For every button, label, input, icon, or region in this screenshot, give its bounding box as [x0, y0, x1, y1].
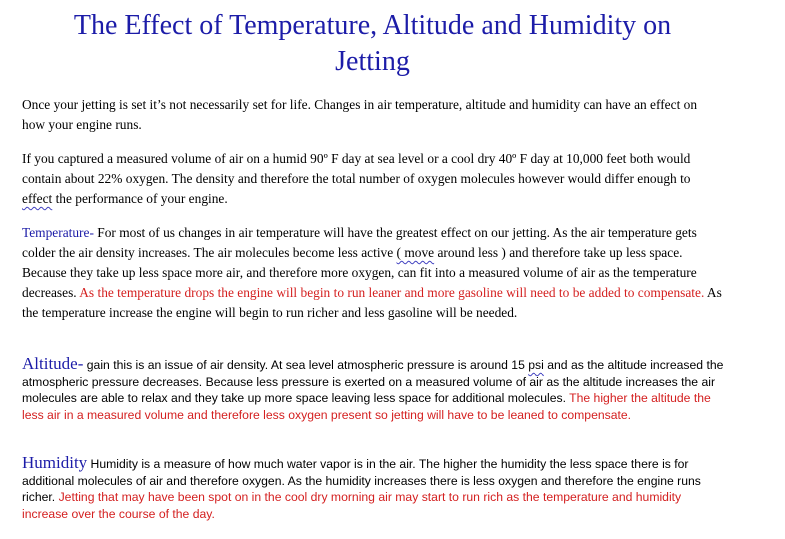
temperature-text-3: As the temperature increase the engine will begin to run richer and less gasoline will be needed.	[22, 285, 722, 320]
effect-word: effect	[22, 191, 53, 206]
psi-word: psi	[528, 358, 544, 372]
title-line-2: Jetting	[335, 46, 410, 77]
page-title	[0, 8, 745, 80]
move-word: ( move	[396, 245, 435, 260]
oxygen-paragraph	[22, 149, 722, 209]
temperature-text-1: For most of us changes in air temperature will have the greatest effect on our jetting. As the air temperature gets colder the air density increases. The air molecules become less active	[22, 225, 697, 260]
humidity-red-text: Jetting that may have been spot on in the cool dry morning air may start to run rich as the temperature and humidity increase over the course of the day.	[22, 490, 682, 521]
humidity-text-1: Humidity is a measure of how much water vapor is in the air. The higher the humidity the less space there is for additional molecules of air and therefore oxygen. As the humidity increases there is less oxygen and therefore the engine runs richer.	[22, 457, 701, 504]
intro-paragraph: Once your jetting is set it’s not necessarily set for life. Changes in air temperature, altitude and humidity can have an effect on how your engine runs.	[22, 97, 698, 132]
altitude-paragraph	[22, 356, 727, 423]
oxygen-text-b: the performance of your engine.	[52, 191, 228, 206]
humidity-heading: Humidity	[22, 453, 88, 472]
altitude-text-1: gain this is an issue of air density. At sea level atmospheric pressure is around 15	[83, 358, 529, 372]
temperature-text-2: around less ) and therefore take up less space. Because they take up less space more air, and therefore more oxygen, can fit into a measured volume of air as the temperature decreases.	[22, 245, 697, 300]
humidity-paragraph	[22, 455, 727, 522]
temperature-heading: Temperature-	[22, 225, 94, 240]
temperature-red-text: As the temperature drops the engine will begin to run leaner and more gasoline will need to be added to compensate.	[79, 285, 705, 300]
altitude-heading: Altitude-	[22, 354, 84, 373]
oxygen-text-a: If you captured a measured volume of air on a humid 90º F day at sea level or a cool dry 40º F day at 10,000 feet both would contain about 22% oxygen. The density and therefore the total number of oxygen molecules however would differ enough to	[22, 151, 691, 186]
altitude-red-text: The higher the altitude the less air in a measured volume and therefore less oxygen present so jetting will have to be leaned to compensate.	[22, 391, 711, 422]
temperature-paragraph	[22, 223, 722, 323]
title-line-1: The Effect of Temperature, Altitude and Humidity on	[73, 10, 672, 41]
altitude-text-2: and as the altitude increased the atmospheric pressure decreases. Because less pressure is exerted on a measured volume of air as the altitude increases the air molecules are able to relax and they take up more space leaving less space for additional molecules.	[22, 358, 724, 405]
